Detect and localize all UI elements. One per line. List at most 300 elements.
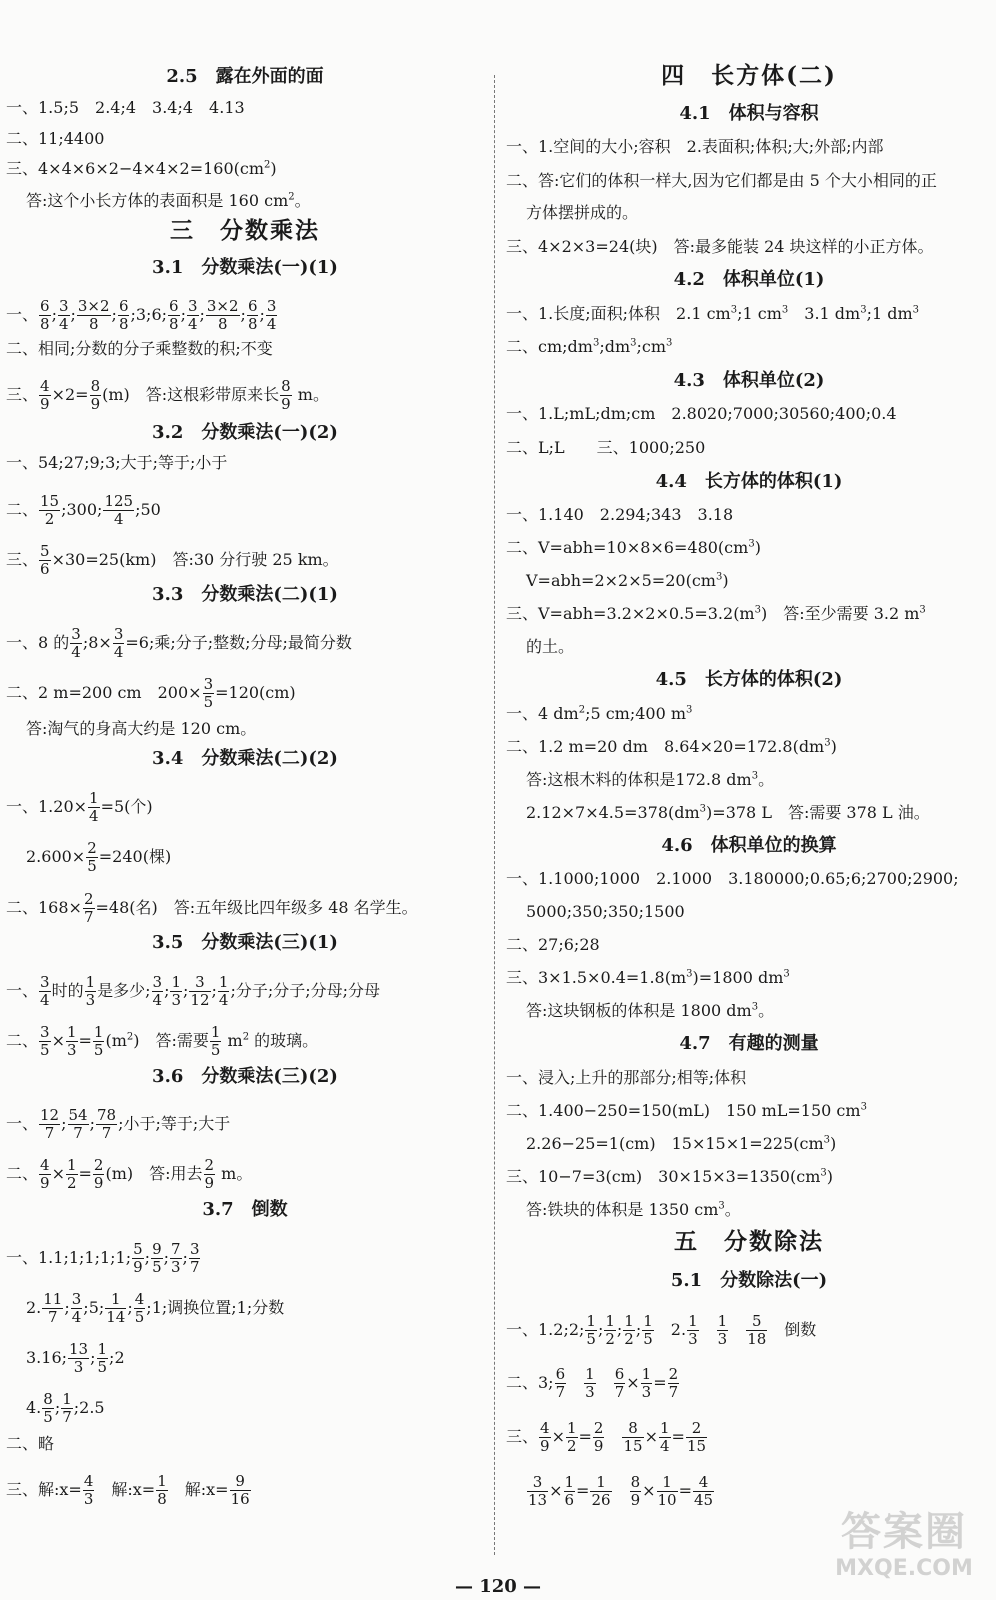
answer-line: 一、8 的 $\frac{3}{4}$ ;8× $\frac{3}{4}$ =6;乘;分子;整数;分母;最简分数 [6, 625, 352, 661]
section-heading: 4.6 体积单位的换算 [661, 835, 837, 856]
fraction [66, 1024, 78, 1059]
fraction-denominator: 7 [668, 1383, 679, 1401]
superscript: 2 [578, 704, 586, 716]
fraction [527, 1474, 548, 1509]
fraction-denominator: 12 [190, 991, 210, 1009]
answer-line: 2.26−25=1(cm) $15\times 15\times 1=225(cm^3)$ [526, 1134, 837, 1153]
fraction-numerator: 6 [169, 297, 179, 315]
fraction-denominator: 8 [88, 315, 99, 333]
answer-line: 三、10−7=3(cm) $30\times 15\times 3=1350(cm^3)$ [506, 1167, 833, 1186]
fraction-denominator: 2 [66, 1174, 77, 1192]
fraction-denominator: 7 [48, 1308, 58, 1326]
fraction [590, 1474, 611, 1509]
fraction-numerator: 4 [540, 1419, 550, 1437]
fraction-numerator: 1 [97, 1340, 108, 1358]
superscript: 3 [823, 1134, 831, 1146]
fraction-numerator: 8 [281, 377, 291, 395]
fraction-denominator: 7 [73, 1124, 83, 1142]
fraction [61, 1391, 73, 1426]
fraction-numerator: 9 [152, 1240, 162, 1258]
fraction [77, 298, 111, 333]
superscript: 3 [783, 968, 790, 980]
fraction [247, 298, 259, 333]
fraction-denominator: 3 [585, 1383, 595, 1401]
answer-line: 答:这根木料的体积是172.8 $dm^3$。 [526, 770, 775, 789]
fraction-numerator: 1 [586, 1312, 596, 1330]
fraction-denominator: 7 [555, 1383, 566, 1401]
answer-line: 3.16; $\frac{13}{3}$ ; $\frac{1}{5}$ ;2 [26, 1340, 125, 1376]
fraction-numerator: 1 [66, 1156, 77, 1174]
answer-line: 答:这个小长方体的表面积是 160 $cm^2$。 [26, 191, 311, 210]
fraction-denominator: 8 [169, 315, 179, 333]
fraction [668, 1366, 680, 1401]
fraction-numerator: 4 [693, 1474, 714, 1492]
fraction-denominator: 5 [643, 1330, 653, 1348]
fraction-denominator: 3 [85, 991, 96, 1009]
answer-line: 2.600× $\frac{2}{5}$ =240(棵) [26, 839, 172, 875]
fraction-numerator: 1 [657, 1474, 678, 1492]
fraction [85, 974, 97, 1009]
section-heading: 3.6 分数乘法(三)(2) [152, 1066, 338, 1087]
fraction [90, 378, 102, 413]
fraction [206, 298, 240, 333]
fraction-numerator: 2 [83, 890, 94, 908]
fraction-denominator: 3 [171, 1258, 181, 1276]
answer-line: 二、27;6;28 [506, 935, 600, 954]
fraction-denominator: 14 [106, 1308, 126, 1326]
fraction-denominator: 3 [171, 991, 182, 1009]
fraction [68, 1341, 89, 1376]
fraction-numerator: 1 [564, 1473, 575, 1491]
fraction-numerator: 1 [659, 1419, 670, 1437]
fraction-numerator: 1 [85, 973, 96, 991]
answer-line: 二、1.400−250=150(mL) 150 mL=150 $cm^3$ [506, 1101, 867, 1120]
fraction-denominator: 2 [624, 1330, 634, 1348]
fraction [218, 974, 230, 1009]
superscript: 3 [781, 304, 789, 316]
superscript: 3 [919, 604, 926, 616]
fraction-numerator: 1 [605, 1312, 615, 1330]
fraction-numerator: 2 [93, 1156, 104, 1174]
section-heading: 3.3 分数乘法(二)(1) [152, 584, 338, 605]
answer-line: 一、1.L;mL;dm;cm 2.8020;7000;30560;400;0.4 [506, 404, 897, 423]
superscript: 3 [686, 704, 693, 716]
fraction-numerator: 4 [40, 1156, 50, 1174]
fraction [687, 1313, 699, 1348]
fraction-denominator: 4 [113, 643, 124, 661]
fraction [630, 1474, 642, 1509]
answer-line: 三、$3\times 1.5\times 0.4=1.8(m^3)=1800$ $dm^3$ [506, 968, 790, 987]
answer-line: 二、 $\frac{3}{5}$ × $\frac{1}{3}$ = $\frac{1}{5}$ $(m^2)$ 答:需要 $\frac{1}{5}$ $m^2$ 的玻璃。 [6, 1023, 319, 1059]
fraction-denominator: 2 [566, 1437, 577, 1455]
fraction-numerator: 1 [624, 1312, 634, 1330]
fraction [170, 974, 182, 1009]
fraction-numerator: 6 [555, 1365, 566, 1383]
fraction-numerator: 1 [717, 1312, 728, 1330]
fraction [93, 1157, 105, 1192]
watermark-text: 答案圈 [841, 1509, 967, 1555]
fraction-denominator: 9 [204, 1174, 215, 1192]
fraction [39, 974, 51, 1009]
fraction-numerator: 1 [585, 1365, 595, 1383]
fraction-numerator: 1 [66, 1023, 77, 1041]
fraction-numerator: 1 [210, 1023, 221, 1041]
answer-line: 一、 $\frac{12}{7}$ ; $\frac{54}{7}$ ; $\frac{78}{7}$ ;小于;等于;大于 [6, 1106, 231, 1142]
section-heading: 3.4 分数乘法(二)(2) [152, 748, 338, 769]
answer-line: 二、略 [6, 1434, 55, 1453]
fraction-numerator: 3 [113, 625, 124, 643]
fraction [86, 840, 98, 875]
fraction-denominator: 9 [40, 395, 50, 413]
answer-line: 二、相同;分数的分子乘整数的积;不变 [6, 339, 273, 358]
fraction [623, 1313, 635, 1348]
answer-line: 的土。 [526, 637, 575, 656]
superscript: 3 [748, 538, 755, 550]
fraction-numerator: 78 [96, 1106, 117, 1124]
fraction-denominator: 7 [62, 1408, 72, 1426]
fraction-numerator: 13 [69, 1340, 89, 1358]
fraction [39, 298, 51, 333]
fraction [42, 1291, 63, 1326]
fraction [659, 1420, 671, 1455]
fraction-denominator: 9 [40, 1174, 50, 1192]
answer-line: 一、1.1;1;1;1;1; $\frac{5}{9}$ ; $\frac{9}{5}$ ; $\frac{7}{3}$ ; $\frac{3}{7}$ [6, 1240, 200, 1276]
answer-line: 三、 $\frac{4}{9}$ × $\frac{1}{2}$ = $\frac{2}{9}$ $\frac{8}{15}$ × $\frac{1}{4}$ = $\frac{2}{15}$ [506, 1419, 707, 1455]
fraction-numerator: 3 [187, 297, 198, 315]
answer-line: 二、$V=abh=10\times 8\times 6=480(cm^3)$ [506, 538, 761, 557]
fraction [566, 1420, 578, 1455]
answer-line: 二、2 m=200 cm 200× $\frac{3}{5}$ =120(cm) [6, 675, 296, 711]
section-heading: 5.1 分数除法(一) [670, 1270, 828, 1291]
answer-line: 三、 $\frac{5}{6}$ ×30=25(km) 答:30 分行驶 25 km。 [6, 542, 339, 578]
fraction [39, 1157, 51, 1192]
fraction [622, 1420, 643, 1455]
fraction-denominator: 8 [40, 315, 50, 333]
fraction [210, 1024, 222, 1059]
fraction-numerator: 1 [105, 1291, 126, 1309]
answer-line: 三、$4\times 4\times 6\times 2-4\times 4\times 2=160(cm^2)$ [6, 159, 277, 178]
fraction-numerator: 1 [89, 789, 99, 807]
superscript: 3 [699, 803, 707, 815]
fraction [686, 1420, 707, 1455]
fraction-denominator: 7 [44, 1124, 55, 1142]
fraction-numerator: 8 [90, 377, 101, 395]
fraction-numerator: 1 [688, 1312, 698, 1330]
fraction [593, 1420, 605, 1455]
fraction [39, 1024, 51, 1059]
fraction-numerator: 3 [71, 625, 81, 643]
fraction-denominator: 5 [43, 1408, 53, 1426]
fraction [266, 298, 278, 333]
fraction-denominator: 5 [152, 1258, 162, 1276]
chapter-heading: 五 分数除法 [674, 1228, 824, 1255]
fraction-numerator: 8 [630, 1473, 641, 1491]
fraction [105, 1291, 126, 1326]
fraction-numerator: 7 [171, 1240, 181, 1258]
superscript: 2 [242, 1031, 250, 1043]
answer-line: 二、168× $\frac{2}{7}$ =48(名) 答:五年级比四年级多 48 名学生。 [6, 890, 418, 926]
fraction-denominator: 7 [614, 1383, 625, 1401]
fraction [83, 1473, 95, 1508]
section-heading: 4.4 长方体的体积(1) [655, 471, 843, 492]
superscript: 3 [754, 604, 761, 616]
section-heading: 3.2 分数乘法(一)(2) [152, 422, 338, 443]
fraction-denominator: 3 [83, 1490, 94, 1508]
answer-line: $2.12\times 7\times 4.5=378(dm^3)=378$ L 答:需要 378 L 油。 [526, 803, 930, 822]
fraction [88, 790, 100, 825]
fraction-denominator: 4 [113, 510, 124, 528]
fraction [58, 298, 70, 333]
fraction-numerator: 2 [668, 1365, 679, 1383]
fraction-denominator: 6 [40, 560, 50, 578]
answer-line: $\frac{3}{13}$ × $\frac{1}{6}$ = $\frac{1}{26}$ $\frac{8}{9}$ × $\frac{1}{10}$ = $\frac{4}{45}$ [528, 1473, 714, 1509]
fraction [641, 1366, 653, 1401]
fraction-denominator: 5 [134, 1308, 145, 1326]
fraction-denominator: 4 [152, 991, 163, 1009]
chapter-heading: 四 长方体(二) [661, 62, 837, 89]
superscript: 3 [860, 304, 867, 316]
fraction [68, 1107, 89, 1142]
fraction [555, 1366, 567, 1401]
answer-line: 一、1.空间的大小;容积 2.表面积;体积;大;外部;内部 [506, 137, 884, 156]
answer-line: 一、1.5;5 2.4;4 3.4;4 4.13 [6, 98, 245, 117]
fraction [585, 1313, 597, 1348]
fraction-numerator: 1 [62, 1390, 72, 1408]
fraction [604, 1313, 616, 1348]
answer-line: 答:淘气的身高大约是 120 cm。 [26, 719, 257, 738]
fraction-numerator: 3 [266, 297, 277, 315]
fraction-denominator: 10 [657, 1491, 677, 1509]
fraction-denominator: 15 [686, 1437, 707, 1455]
superscript: 3 [860, 1101, 867, 1113]
fraction-numerator: 3 [40, 973, 50, 991]
answer-line: 三、 $\frac{4}{9}$ ×2= $\frac{8}{9}$ (m) 答:这根彩带原来长 $\frac{8}{9}$ m。 [6, 377, 329, 413]
fraction [189, 974, 210, 1009]
fraction [539, 1420, 551, 1455]
section-heading: 2.5 露在外面的面 [166, 66, 324, 87]
fraction-numerator: 1 [171, 973, 182, 991]
fraction [118, 298, 130, 333]
fraction-numerator: 6 [40, 297, 50, 315]
fraction-numerator: 1 [93, 1023, 104, 1041]
answer-line: 二、 $\frac{15}{2}$ ;300; $\frac{125}{4}$ ;50 [6, 492, 161, 528]
answer-line: 4. $\frac{8}{5}$ ; $\frac{1}{7}$ ;2.5 [26, 1390, 105, 1426]
fraction-numerator: 4 [134, 1290, 145, 1308]
answer-line: 方体摆拼成的。 [526, 203, 639, 222]
fraction-denominator: 9 [90, 395, 101, 413]
fraction-denominator: 5 [203, 693, 214, 711]
fraction-numerator: 3 [152, 973, 163, 991]
superscript: 3 [751, 770, 759, 782]
fraction [584, 1366, 596, 1401]
answer-line: 答:这块钢板的体积是 1800 $dm^3$。 [526, 1001, 775, 1020]
fraction-numerator: 1 [641, 1365, 652, 1383]
fraction-denominator: 4 [659, 1437, 670, 1455]
fraction-numerator: 3 [71, 1290, 82, 1308]
fraction-denominator: 4 [187, 315, 198, 333]
superscript: 3 [630, 337, 637, 349]
answer-line: 二、答:它们的体积一样大,因为它们都是由 5 个大小相同的正 [506, 171, 937, 190]
fraction-numerator: 11 [43, 1290, 63, 1308]
fraction-numerator: 3×2 [77, 297, 110, 315]
fraction-denominator: 3 [73, 1358, 84, 1376]
fraction [189, 1241, 201, 1276]
fraction-numerator: 1 [590, 1474, 611, 1492]
fraction-denominator: 8 [157, 1490, 167, 1508]
section-heading: 4.1 体积与容积 [679, 103, 819, 124]
superscript: 2 [264, 159, 271, 171]
fraction-numerator: 12 [40, 1106, 60, 1124]
answer-line: 一、54;27;9;3;大于;等于;小于 [6, 453, 228, 472]
section-heading: 4.3 体积单位(2) [673, 370, 825, 391]
fraction-denominator: 9 [630, 1491, 641, 1509]
section-heading: 4.5 长方体的体积(2) [655, 669, 843, 690]
answer-line: 一、1.1000;1000 2.1000 3.180000;0.65;6;2700;2900; [506, 869, 959, 888]
fraction-denominator: 16 [230, 1490, 250, 1508]
fraction-numerator: 3 [189, 1240, 200, 1258]
fraction-numerator: 6 [118, 297, 129, 315]
fraction-numerator: 2 [593, 1419, 604, 1437]
fraction-numerator: 8 [622, 1420, 643, 1438]
fraction-numerator: 1 [566, 1419, 577, 1437]
section-heading: 4.2 体积单位(1) [673, 269, 825, 290]
fraction-denominator: 7 [83, 908, 94, 926]
superscript: 3 [751, 1001, 759, 1013]
fraction-denominator: 9 [93, 1174, 104, 1192]
fraction-denominator: 2 [44, 510, 55, 528]
fraction [39, 543, 51, 578]
fraction-numerator: 2 [87, 839, 97, 857]
answer-line: 一、 $\frac{6}{8}$ ; $\frac{3}{4}$ ; $\frac{3\times 2}{8}$ ; $\frac{6}{8}$ ;3;6; $\frac{6}{8}$ ; $\frac{3}{4}$ ; $\frac{3\times 2}{8}$ ; $\frac{6}{8}$ ; $\frac{3}{4}$ [6, 297, 277, 333]
fraction-denominator: 4 [266, 315, 277, 333]
fraction-numerator: 5 [133, 1240, 143, 1258]
fraction-numerator: 4 [83, 1472, 94, 1490]
fraction-denominator: 9 [281, 395, 291, 413]
fraction-denominator: 5 [87, 857, 97, 875]
fraction [83, 891, 95, 926]
fraction [71, 1291, 83, 1326]
fraction [203, 676, 215, 711]
fraction-numerator: 1 [218, 973, 229, 991]
fraction-denominator: 5 [40, 1041, 50, 1059]
fraction [134, 1291, 146, 1326]
fraction-numerator: 54 [68, 1106, 88, 1124]
fraction-numerator: 6 [247, 297, 258, 315]
superscript: 3 [718, 1200, 725, 1212]
answer-line: 一、1.140 2.294;343 3.18 [506, 505, 734, 524]
fraction [39, 1107, 60, 1142]
fraction-denominator: 7 [189, 1258, 200, 1276]
fraction-numerator: 4 [40, 377, 50, 395]
fraction-denominator: 4 [218, 991, 229, 1009]
answer-line: 一、4 $dm^2;5$ cm;400 $m^3$ [506, 704, 693, 723]
watermark-logo [818, 1508, 990, 1594]
answer-line: 一、1.2;2; $\frac{1}{5}$ ; $\frac{1}{2}$ ; $\frac{1}{2}$ ; $\frac{1}{5}$ 2. $\frac{1}{3}$ $\frac{1}{3}$ $\frac{5}{18}$ 倒数 [506, 1312, 817, 1348]
answer-line: 三、解:x= $\frac{4}{3}$ 解:x= $\frac{1}{8}$ 解:x= $\frac{9}{16}$ [6, 1472, 250, 1508]
fraction-numerator: 3 [58, 297, 69, 315]
fraction-denominator: 8 [118, 315, 129, 333]
fraction [103, 493, 134, 528]
fraction-denominator: 4 [71, 643, 81, 661]
fraction-numerator: 5 [40, 542, 50, 560]
superscript: 3 [686, 968, 693, 980]
answer-line: 二、L;L 三、1000;250 [506, 438, 706, 457]
fraction [39, 378, 51, 413]
chapter-heading: 三 分数乘法 [170, 217, 320, 244]
answer-line: 答:铁块的体积是 1350 $cm^3$。 [526, 1200, 741, 1219]
fraction-numerator: 6 [614, 1365, 625, 1383]
fraction [42, 1391, 54, 1426]
fraction [156, 1473, 168, 1508]
fraction [132, 1241, 144, 1276]
fraction [97, 1341, 109, 1376]
fraction-numerator: 125 [104, 492, 134, 510]
fraction [657, 1474, 678, 1509]
fraction-denominator: 4 [58, 315, 69, 333]
fraction-numerator: 9 [230, 1473, 251, 1491]
answer-line: 一、1.20× $\frac{1}{4}$ =5(个) [6, 789, 153, 825]
fraction-numerator: 3×2 [206, 297, 239, 315]
fraction [113, 626, 125, 661]
fraction [693, 1474, 714, 1509]
fraction [642, 1313, 654, 1348]
fraction-denominator: 3 [641, 1383, 652, 1401]
fraction-denominator: 3 [688, 1330, 698, 1348]
fraction-numerator: 1 [157, 1472, 167, 1490]
superscript: 3 [666, 337, 673, 349]
fraction-denominator: 13 [528, 1491, 548, 1509]
fraction-denominator: 9 [133, 1258, 143, 1276]
fraction [168, 298, 180, 333]
answer-line: 二、 $\frac{4}{9}$ × $\frac{1}{2}$ = $\frac{2}{9}$ (m) 答:用去 $\frac{2}{9}$ m。 [6, 1156, 253, 1192]
superscript: 3 [820, 1167, 827, 1179]
fraction-denominator: 2 [605, 1330, 615, 1348]
fraction-denominator: 9 [593, 1437, 604, 1455]
fraction-denominator: 45 [694, 1491, 714, 1509]
fraction [170, 1241, 182, 1276]
fraction [717, 1313, 729, 1348]
answer-line: 二、$cm;dm^3;dm^3;cm^3$ [506, 337, 673, 356]
fraction [151, 1241, 163, 1276]
section-heading: 3.5 分数乘法(三)(1) [152, 932, 338, 953]
answer-line: $V=abh=2\times 2\times 5=20(cm^3)$ [526, 571, 729, 590]
fraction [614, 1366, 626, 1401]
superscript: 3 [912, 304, 920, 316]
fraction-numerator: 8 [43, 1390, 53, 1408]
fraction-denominator: 7 [101, 1124, 112, 1142]
answer-line: 一、1.长度;面积;体积 2.1 $cm^3;1$ $cm^3$ 3.1 $dm^3;1$ $dm^3$ [506, 304, 920, 323]
fraction-denominator: 3 [717, 1330, 728, 1348]
fraction-numerator: 3 [189, 974, 210, 992]
fraction [152, 974, 164, 1009]
fraction-numerator: 3 [40, 1023, 50, 1041]
fraction-denominator: 3 [66, 1041, 77, 1059]
fraction [96, 1107, 117, 1142]
answer-line: 二、1.2 m=20 dm $8.64\times 20=172.8(dm^3)$ [506, 737, 837, 756]
fraction [66, 1157, 78, 1192]
fraction-denominator: 9 [540, 1437, 550, 1455]
fraction [280, 378, 292, 413]
page-number: — 120 — [454, 1576, 542, 1597]
fraction [70, 626, 82, 661]
fraction-numerator: 15 [40, 492, 60, 510]
answer-line: 二、3; $\frac{6}{7}$ $\frac{1}{3}$ $\frac{6}{7}$ × $\frac{1}{3}$ = $\frac{2}{7}$ [506, 1365, 679, 1401]
fraction-numerator: 2 [204, 1156, 215, 1174]
fraction [187, 298, 199, 333]
section-heading: 3.7 倒数 [202, 1199, 288, 1220]
fraction-numerator: 3 [527, 1474, 548, 1492]
fraction-numerator: 3 [203, 675, 214, 693]
